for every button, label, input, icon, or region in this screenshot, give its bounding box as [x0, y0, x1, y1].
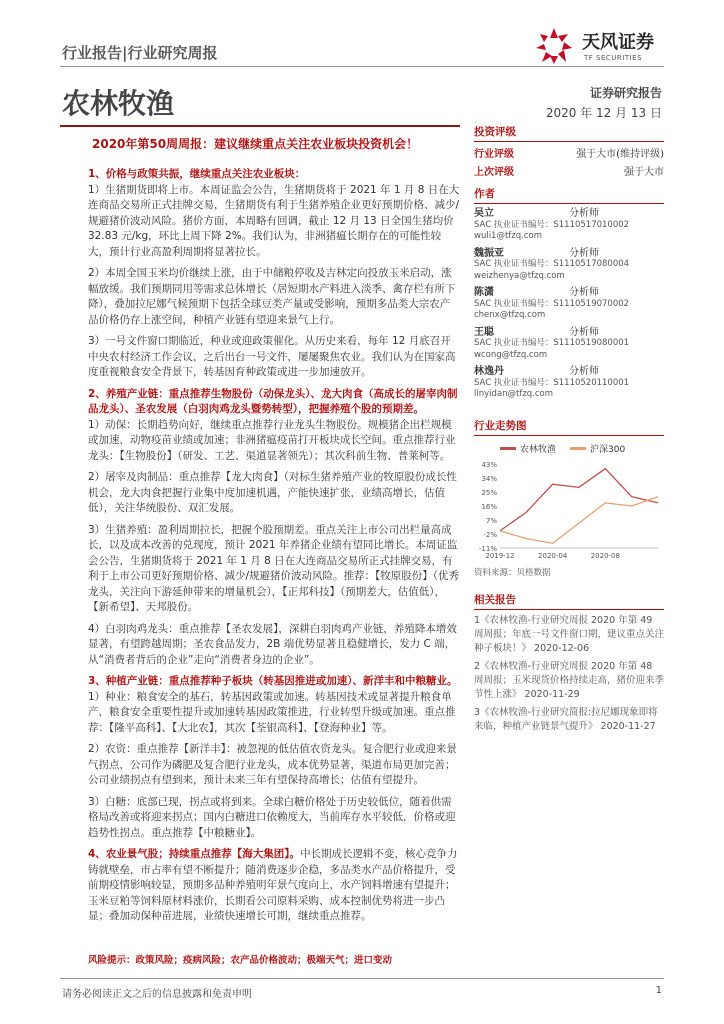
logo-text: 天风证券 [582, 32, 654, 53]
author-role: 分析师 [569, 247, 599, 259]
author-name: 吴立 [474, 208, 494, 219]
author-entry [474, 327, 664, 362]
risk-note: 风险提示：政策风险；疫病风险；农产品价格波动；极端天气；进口变动 [88, 955, 393, 966]
rating-value: 强于大市 [624, 167, 664, 178]
paragraph [88, 847, 460, 925]
main-content [88, 164, 460, 931]
author-name: 陈潇 [474, 287, 494, 298]
page-number: 1 [655, 985, 662, 996]
company-logo [532, 18, 672, 78]
section-heading: 2、养殖产业链：重点推荐生物股份（动保龙头）、龙大肉食（高成长的屠宰肉制品龙头）、圣农发展（白羽肉鸡龙头暨势转型），把握养殖个股的预期差。 [88, 387, 458, 415]
legend-label: 沪深300 [590, 445, 626, 455]
paragraph: 2）屠宰及肉制品：重点推荐【龙大肉食】（对标生猪养殖产业的牧原股份成长性机会，龙大肉食把握行业集中度加速机遇，产能快速扩张，业绩高增长，估值低），关注华统股份、双汇发展。 [88, 471, 457, 514]
section-heading: 1、价格与政策共振，继续重点关注农业板块： [88, 168, 306, 180]
paragraph: 2）农资：重点推荐【新洋丰】：被忽视的低估值农资龙头。复合肥行业或迎来景气拐点，公司作为磷肥及复合肥行业龙头，成本优势显著，渠道布局更加完善；公司业绩拐点有望到来，预计未来三年有望保持高增长；估值有望提升。 [88, 743, 457, 786]
author-entry [474, 208, 664, 243]
rating-block [474, 124, 664, 182]
author-entry [474, 287, 664, 322]
series-line-沪深300 [500, 497, 658, 544]
page-title: 农林牧渔 [62, 87, 175, 120]
y-tick-label: 34% [481, 475, 497, 483]
series-line-农林牧渔 [500, 469, 658, 531]
rating-title: 投资评级 [474, 124, 664, 142]
author-role: 分析师 [569, 326, 599, 338]
trend-block [474, 418, 664, 455]
related-title: 相关报告 [474, 592, 664, 610]
y-tick-label: 43% [481, 461, 497, 469]
top-rule [60, 66, 664, 67]
author-cert: SAC 执业证书编号：S1110520110001 [474, 377, 630, 388]
legend-item [500, 442, 556, 455]
paragraph: 4）白羽肉鸡龙头：重点推荐【圣农发展】，深耕白羽肉鸡产业链，养殖降本增效显著，有望跨越周期；圣农食品发力，2B 端优势显著且稳健增长，发力 C 端，从“消费者背后的企业”走向“消费者身边的企业”。 [88, 622, 457, 666]
author-name: 林逸丹 [474, 366, 504, 377]
author-cert: SAC 执业证书编号：S1110519070002 [474, 298, 630, 309]
legend-swatch [570, 447, 586, 450]
author-email: wuli1@tfzq.com [474, 231, 543, 241]
rating-value: 强于大市(维持评级) [576, 149, 664, 160]
logo-mark-icon [532, 24, 576, 68]
related-report-link[interactable]: 2《农林牧渔-行业研究周报 2020 年第 48 周周报；玉米现货价格持续走高，猪价迎来季节性上涨》 2020-11-29 [474, 661, 665, 700]
paragraph: 2）本周全国玉米均价继续上涨，由于中储粮停收及吉林定向投放玉米启动，涨幅放缓。我们预期同用等需求总体增长（居短期水产料进入淡季、禽存栏有所下降），叠加拉尼娜气候预期下包括全球豆类产量或受影响，预期多品类大宗农产品价格仍存上涨空间，种植产业链有望迎来景气上行。 [88, 267, 456, 326]
legend-label: 农林牧渔 [520, 445, 557, 455]
paragraph: 3）白糖：底部已现，拐点或将到来。全球白糖价格处于历史较低位，随着供需格局改善或将迎来拐点；国内白糖进口依赖度大，当前库存水平较低，价格或迎趋势性拐点。重点推荐【中粮糖业】。 [88, 795, 456, 839]
paragraph: 1）生猪期货即将上市。本周证监会公告，生猪期货将于 2021 年 1 月 8 日在大连商品交易所正式挂牌交易，生猪期货有利于生猪养殖企业更好预期价格、减少/规避猪价波动风险。猪价方面，本周略有回调，截止 12 月 13 日全国生猪均价 32.83 元/kg，环比上周下降 2%。我们认为，非洲猪瘟长期存在的可能性较大，预计行业高盈利周期将显著拉长。 [88, 183, 460, 258]
paragraph-text: 中长期成长逻辑不变，核心竞争力铸就壁垒，市占率有望不断提升；随消费逐步企稳，多品类水产品价格提升，受前期疫情影响较显，预期多品种养殖明年景气度向上，水产饲料增速有望提升；玉米豆粕等饲料原材料涨价，长期看公司原料采购、成本控制优势将进一步凸显；叠加动保种苗进展，业绩快速增长可期，继续重点推荐。 [88, 848, 458, 922]
chart-legend [500, 442, 664, 455]
author-role: 分析师 [569, 366, 599, 377]
y-tick-label: -11% [478, 545, 497, 553]
legend-item [570, 442, 625, 455]
x-tick-label: 2019-12 [485, 552, 515, 560]
authors-title: 作者 [474, 186, 664, 204]
rating-key: 上次评级 [474, 167, 514, 178]
report-header-label: 行业报告|行业研究周报 [62, 44, 218, 62]
section-heading: 4、农业景气股；持续重点推荐【海大集团】。 [88, 848, 301, 860]
author-entry [474, 366, 664, 401]
chart-source: 资料来源：贝格数据 [474, 568, 551, 578]
report-subtitle: 2020年第50周周报：建议继续重点关注农业板块投资机会！ [92, 137, 419, 151]
trend-title: 行业走势图 [474, 418, 664, 436]
y-tick-label: 16% [481, 503, 497, 511]
footer-disclaimer: 请务必阅读正文之后的信息披露和免责申明 [62, 989, 252, 1000]
author-name: 魏振亚 [474, 247, 504, 259]
author-role: 分析师 [569, 287, 599, 298]
author-cert: SAC 执业证书编号：S1110519080001 [474, 338, 630, 348]
authors-block [474, 186, 664, 406]
report-type: 证券研究报告 [589, 86, 662, 100]
author-cert: SAC 执业证书编号：S1110517080004 [474, 259, 630, 269]
logo-text-en: TF SECURITIES [584, 54, 643, 62]
y-tick-label: -2% [483, 531, 497, 539]
x-tick-label: 2020-04 [538, 552, 568, 560]
rating-row [474, 146, 664, 164]
rating-key: 行业评级 [474, 149, 514, 160]
footer-rule [60, 978, 664, 979]
author-entry [474, 248, 664, 283]
y-tick-label: 7% [485, 517, 497, 525]
report-date: 2020 年 12 月 13 日 [545, 106, 662, 120]
author-email: chenx@tfzq.com [474, 310, 546, 320]
related-report-link[interactable]: 1《农林牧渔-行业研究周报 2020 年第 49 周周报；年底一号文件窗口期，建议重点关注种子板块！》 2020-12-06 [474, 615, 665, 654]
author-email: linyidan@tfzq.com [474, 389, 554, 399]
legend-swatch [500, 447, 516, 450]
author-name: 王聪 [474, 326, 494, 338]
author-email: weizhenya@tfzq.com [474, 270, 565, 281]
y-tick-label: 25% [481, 489, 497, 497]
author-role: 分析师 [569, 208, 599, 219]
author-cert: SAC 执业证书编号：S1110517010002 [474, 219, 630, 230]
title-rule [60, 125, 460, 127]
related-block [474, 592, 664, 738]
paragraph: 1）动保：长期趋势向好，继续重点推荐行业龙头生物股份。规模猪企出栏规模或加速，动物疫苗业绩或加速；非洲猪瘟疫苗打开板块成长空间。重点推荐行业龙头：【生物股份】（研发、工艺、渠道显著领先）；其次科前生物、普莱柯等。 [88, 418, 456, 462]
paragraph: 3）一号文件窗口期临近，种业或迎政策催化。从历史来看，每年 12 月底召开中央农村经济工作会议，之后出台一号文件，屡屡聚焦农业。我们认为在国家高度重视粮食安全背景下，转基因育种政策或进一步加速放开。 [88, 335, 456, 378]
x-tick-label: 2020-08 [590, 552, 620, 560]
author-email: wcong@tfzq.com [474, 349, 548, 360]
section-heading: 3、种植产业链：重点推荐种子板块（转基因推进或加速）、新洋丰和中粮糖业。 [88, 675, 458, 687]
related-list [474, 614, 664, 734]
related-report-link[interactable]: 3《农林牧渔-行业研究简报:拉尼娜现象即将来临，种植产业链景气提升》 2020-11-27 [474, 707, 658, 732]
paragraph: 3）生猪养殖：盈利周期拉长，把握个股预期差。重点关注上市公司出栏量高成长，以及成本改善的兑现度，预计 2021 年养猪企业绩有望同比增长。本周证监会公告，生猪期货将于 2021 年 1 月 8 日在大连商品交易所正式挂牌交易，有利于上市公司更好预期价格、减少/规避猪价波动风险。推荐：【牧原股份】（优秀龙头，关注向下游延伸带来的增量机会），【正邦科技】（预期差大，估值低），【新希望】、天邦股份。 [88, 523, 460, 613]
rating-row [474, 164, 664, 182]
paragraph: 1）种业：粮食安全的基石，转基因政策或加速。转基因技术或显著提升粮食单产，粮食安全重要性提升或加速转基因政策推进，行业转型升级或加速。重点推荐：【隆平高科】、【大北农】，其次【荃银高科】、【登海种业】等。 [88, 690, 456, 734]
